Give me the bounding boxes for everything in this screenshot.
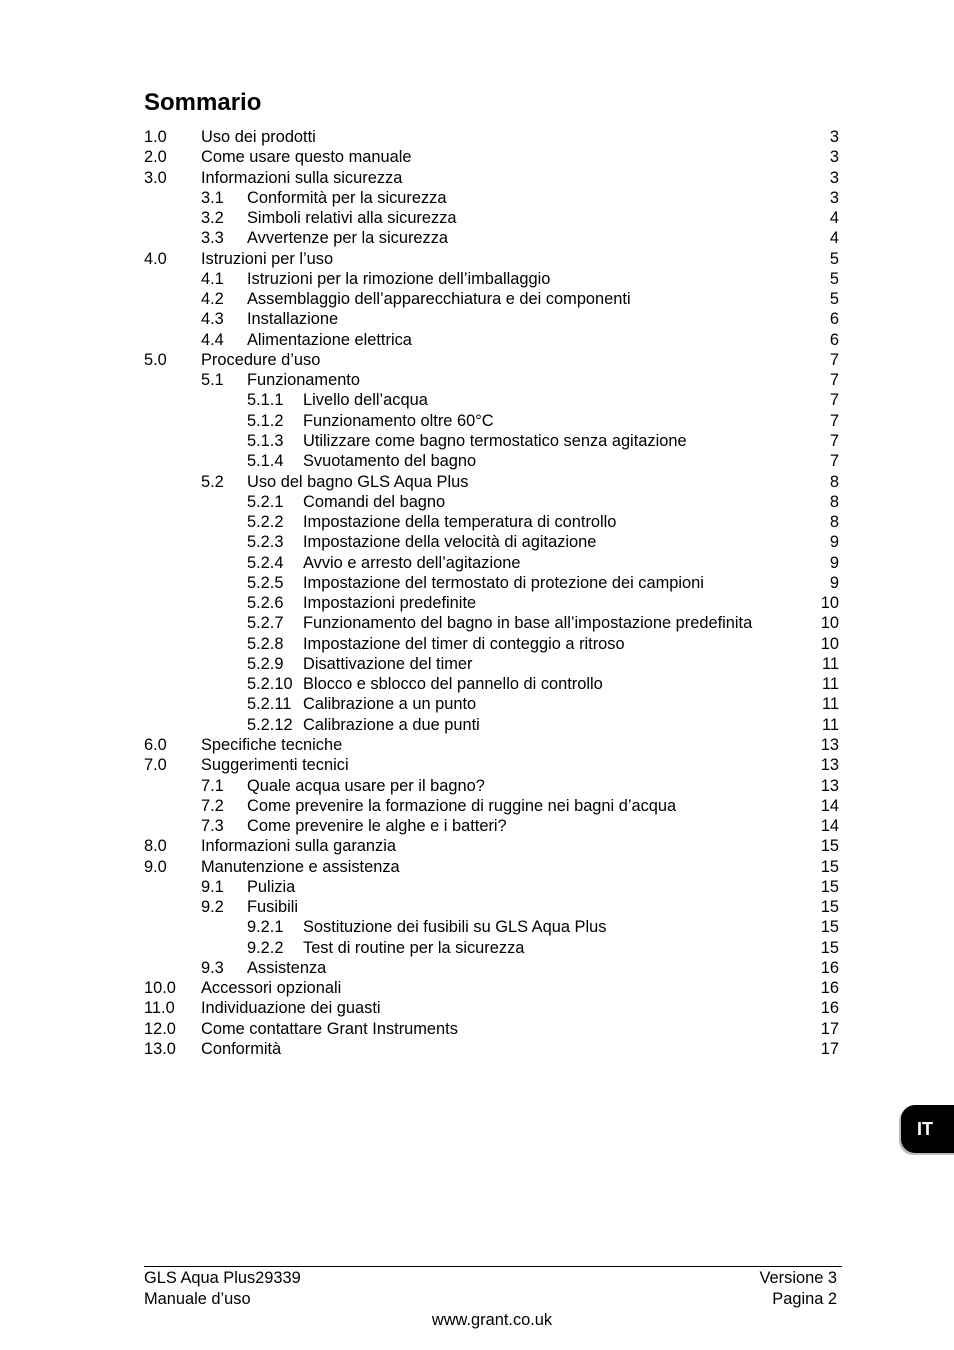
toc-entry-page: 10 bbox=[820, 634, 839, 653]
toc-entry bbox=[0, 269, 954, 289]
toc-entry-label: Pulizia bbox=[247, 877, 296, 896]
toc-entry-page: 15 bbox=[820, 837, 839, 856]
toc-entry bbox=[0, 289, 954, 309]
toc-entry-number: 5.2.2 bbox=[247, 513, 284, 532]
toc-entry-number: 5.1.4 bbox=[247, 452, 284, 471]
toc-entry-number: 9.0 bbox=[144, 857, 167, 876]
toc-entry bbox=[0, 897, 954, 917]
toc-entry-label: Quale acqua usare per il bagno? bbox=[247, 776, 485, 795]
toc-entry-number: 5.1.3 bbox=[247, 431, 284, 450]
footer-divider bbox=[144, 1266, 842, 1267]
toc-entry-number: 13.0 bbox=[144, 1039, 176, 1058]
toc-entry-number: 4.4 bbox=[201, 330, 224, 349]
toc-entry-page: 8 bbox=[829, 472, 839, 491]
toc-entry-page: 3 bbox=[829, 148, 839, 167]
page-title: Sommario bbox=[144, 89, 262, 116]
toc-entry-label: Funzionamento oltre 60°C bbox=[303, 411, 494, 430]
toc-entry bbox=[0, 147, 954, 167]
toc-entry-label: Come prevenire le alghe e i batteri? bbox=[247, 817, 507, 836]
toc-entry-number: 7.1 bbox=[201, 776, 224, 795]
toc-entry-number: 3.2 bbox=[201, 209, 224, 228]
toc-entry bbox=[0, 715, 954, 735]
toc-entry-page: 17 bbox=[820, 1019, 839, 1038]
table-of-contents bbox=[0, 127, 954, 1059]
toc-entry-page: 6 bbox=[829, 310, 839, 329]
toc-entry-label: Assemblaggio dell’apparecchiatura e dei componenti bbox=[247, 290, 631, 309]
toc-entry-label: Conformità per la sicurezza bbox=[247, 188, 447, 207]
footer-version: Versione 3 bbox=[759, 1269, 837, 1287]
toc-entry bbox=[0, 978, 954, 998]
toc-entry-number: 7.3 bbox=[201, 817, 224, 836]
toc-entry-number: 2.0 bbox=[144, 148, 167, 167]
toc-entry-number: 5.2 bbox=[201, 472, 224, 491]
toc-entry-label: Funzionamento bbox=[247, 371, 360, 390]
toc-entry-label: Livello dell’acqua bbox=[303, 391, 428, 410]
toc-entry bbox=[0, 958, 954, 978]
toc-entry-page: 5 bbox=[829, 290, 839, 309]
toc-entry-number: 5.2.5 bbox=[247, 573, 284, 592]
toc-entry-number: 5.2.4 bbox=[247, 553, 284, 572]
toc-entry-label: Come prevenire la formazione di ruggine nei bagni d’acqua bbox=[247, 796, 677, 815]
toc-entry bbox=[0, 917, 954, 937]
toc-entry-page: 7 bbox=[829, 431, 839, 450]
toc-entry bbox=[0, 390, 954, 410]
toc-entry-label: Conformità bbox=[201, 1039, 282, 1058]
toc-entry-number: 5.2.11 bbox=[247, 695, 292, 714]
language-tab bbox=[901, 1105, 954, 1153]
toc-entry-label: Simboli relativi alla sicurezza bbox=[247, 209, 457, 228]
toc-entry-page: 10 bbox=[820, 594, 839, 613]
toc-entry-page: 14 bbox=[820, 817, 839, 836]
toc-entry bbox=[0, 694, 954, 714]
toc-entry-page: 6 bbox=[829, 330, 839, 349]
toc-entry-number: 6.0 bbox=[144, 735, 167, 754]
toc-entry-number: 9.2.2 bbox=[247, 938, 284, 957]
toc-entry-label: Comandi del bagno bbox=[303, 492, 446, 511]
toc-entry-page: 10 bbox=[820, 614, 839, 633]
toc-entry-number: 4.2 bbox=[201, 290, 224, 309]
toc-entry-label: Installazione bbox=[247, 310, 339, 329]
toc-entry bbox=[0, 816, 954, 836]
toc-entry-number: 5.2.7 bbox=[247, 614, 284, 633]
toc-entry-page: 16 bbox=[820, 958, 839, 977]
toc-entry bbox=[0, 330, 954, 350]
toc-entry-label: Istruzioni per l’uso bbox=[201, 249, 334, 268]
toc-entry-page: 8 bbox=[829, 492, 839, 511]
toc-entry-page: 11 bbox=[821, 695, 839, 714]
toc-entry-page: 11 bbox=[821, 715, 839, 734]
toc-entry bbox=[0, 208, 954, 228]
toc-entry bbox=[0, 938, 954, 958]
toc-entry bbox=[0, 776, 954, 796]
toc-entry-label: Impostazioni predefinite bbox=[303, 594, 477, 613]
toc-entry-label: Accessori opzionali bbox=[201, 979, 342, 998]
toc-entry bbox=[0, 998, 954, 1018]
toc-entry-label: Funzionamento del bagno in base all’impostazione predefinita bbox=[303, 614, 753, 633]
toc-entry-number: 12.0 bbox=[144, 1019, 176, 1038]
toc-entry-label: Calibrazione a due punti bbox=[303, 715, 480, 734]
toc-entry-label: Utilizzare come bagno termostatico senza agitazione bbox=[303, 431, 687, 450]
toc-entry-label: Specifiche tecniche bbox=[201, 735, 343, 754]
toc-entry-label: Impostazione del termostato di protezione dei campioni bbox=[303, 573, 704, 592]
toc-entry-number: 9.1 bbox=[201, 877, 224, 896]
toc-entry-label: Informazioni sulla garanzia bbox=[201, 837, 396, 856]
toc-entry bbox=[0, 857, 954, 877]
toc-entry-label: Calibrazione a un punto bbox=[303, 695, 477, 714]
toc-entry bbox=[0, 431, 954, 451]
toc-entry-number: 5.2.6 bbox=[247, 594, 284, 613]
toc-entry-label: Blocco e sblocco del pannello di controllo bbox=[303, 675, 603, 694]
toc-entry-page: 5 bbox=[829, 249, 839, 268]
toc-entry-page: 7 bbox=[829, 411, 839, 430]
toc-entry-page: 4 bbox=[829, 209, 839, 228]
toc-entry bbox=[0, 1019, 954, 1039]
toc-entry-label: Manutenzione e assistenza bbox=[201, 857, 400, 876]
footer-doc-type: Manuale d’uso bbox=[144, 1290, 251, 1308]
toc-entry bbox=[0, 674, 954, 694]
toc-entry bbox=[0, 370, 954, 390]
toc-entry-page: 11 bbox=[821, 675, 839, 694]
toc-entry-page: 7 bbox=[829, 371, 839, 390]
toc-entry-page: 13 bbox=[820, 756, 839, 775]
toc-entry-label: Uso del bagno GLS Aqua Plus bbox=[247, 472, 469, 491]
toc-entry-label: Sostituzione dei fusibili su GLS Aqua Plus bbox=[303, 918, 607, 937]
toc-entry bbox=[0, 472, 954, 492]
toc-entry-label: Come contattare Grant Instruments bbox=[201, 1019, 458, 1038]
toc-entry bbox=[0, 188, 954, 208]
toc-entry bbox=[0, 411, 954, 431]
toc-entry-number: 5.2.8 bbox=[247, 634, 284, 653]
footer-url: www.grant.co.uk bbox=[431, 1311, 553, 1329]
toc-entry-label: Alimentazione elettrica bbox=[247, 330, 412, 349]
toc-entry-number: 9.3 bbox=[201, 958, 224, 977]
toc-entry-label: Assistenza bbox=[247, 958, 327, 977]
toc-entry-number: 4.3 bbox=[201, 310, 224, 329]
toc-entry bbox=[0, 1039, 954, 1059]
toc-entry-number: 3.1 bbox=[201, 188, 224, 207]
toc-entry-label: Informazioni sulla sicurezza bbox=[201, 168, 403, 187]
toc-entry-label: Svuotamento del bagno bbox=[303, 452, 477, 471]
toc-entry-page: 16 bbox=[820, 999, 839, 1018]
toc-entry bbox=[0, 877, 954, 897]
toc-entry-page: 13 bbox=[820, 735, 839, 754]
toc-entry-number: 5.0 bbox=[144, 350, 167, 369]
toc-entry-number: 9.2 bbox=[201, 898, 224, 917]
toc-entry-page: 15 bbox=[820, 877, 839, 896]
footer-product: GLS Aqua Plus29339 bbox=[144, 1269, 301, 1287]
toc-entry-page: 5 bbox=[829, 269, 839, 288]
toc-entry-label: Impostazione della temperatura di controllo bbox=[303, 513, 617, 532]
toc-entry-number: 7.2 bbox=[201, 796, 224, 815]
toc-entry-number: 5.2.12 bbox=[247, 715, 293, 734]
toc-entry bbox=[0, 532, 954, 552]
toc-entry bbox=[0, 512, 954, 532]
toc-entry bbox=[0, 654, 954, 674]
toc-entry-label: Suggerimenti tecnici bbox=[201, 756, 349, 775]
toc-entry-label: Disattivazione del timer bbox=[303, 654, 473, 673]
toc-entry-page: 8 bbox=[829, 513, 839, 532]
toc-entry-page: 3 bbox=[829, 168, 839, 187]
toc-entry-page: 7 bbox=[829, 350, 839, 369]
toc-entry-label: Fusibili bbox=[247, 898, 299, 917]
toc-entry-number: 5.2.1 bbox=[247, 492, 284, 511]
language-tab-label: IT bbox=[917, 1119, 933, 1139]
toc-entry-number: 5.2.3 bbox=[247, 533, 284, 552]
toc-entry-label: Individuazione dei guasti bbox=[201, 999, 381, 1018]
toc-entry bbox=[0, 228, 954, 248]
toc-entry-number: 10.0 bbox=[144, 979, 176, 998]
toc-entry-page: 3 bbox=[829, 188, 839, 207]
toc-entry-page: 17 bbox=[820, 1039, 839, 1058]
toc-entry-number: 5.1.1 bbox=[247, 391, 284, 410]
toc-entry-number: 7.0 bbox=[144, 756, 167, 775]
toc-entry-number: 3.3 bbox=[201, 229, 224, 248]
toc-entry bbox=[0, 593, 954, 613]
toc-entry-number: 4.1 bbox=[201, 269, 224, 288]
toc-entry-page: 15 bbox=[820, 857, 839, 876]
toc-entry-label: Procedure d’uso bbox=[201, 350, 321, 369]
toc-entry-number: 9.2.1 bbox=[247, 918, 284, 937]
toc-entry-page: 4 bbox=[829, 229, 839, 248]
toc-entry bbox=[0, 836, 954, 856]
toc-entry bbox=[0, 249, 954, 269]
toc-entry-label: Come usare questo manuale bbox=[201, 148, 412, 167]
toc-entry-page: 11 bbox=[821, 654, 839, 673]
toc-entry-page: 14 bbox=[820, 796, 839, 815]
toc-entry bbox=[0, 735, 954, 755]
toc-entry bbox=[0, 168, 954, 188]
toc-entry-page: 15 bbox=[820, 938, 839, 957]
toc-entry bbox=[0, 451, 954, 471]
toc-entry bbox=[0, 634, 954, 654]
toc-entry-page: 9 bbox=[829, 553, 839, 572]
toc-entry-label: Test di routine per la sicurezza bbox=[303, 938, 525, 957]
toc-entry bbox=[0, 127, 954, 147]
toc-entry bbox=[0, 573, 954, 593]
toc-entry-label: Impostazione del timer di conteggio a ritroso bbox=[303, 634, 625, 653]
toc-entry-number: 4.0 bbox=[144, 249, 167, 268]
toc-entry-label: Avvio e arresto dell’agitazione bbox=[303, 553, 521, 572]
toc-entry-page: 16 bbox=[820, 979, 839, 998]
toc-entry-number: 5.1.2 bbox=[247, 411, 284, 430]
toc-entry-number: 11.0 bbox=[144, 999, 175, 1018]
toc-entry-page: 3 bbox=[829, 128, 839, 146]
toc-entry-label: Istruzioni per la rimozione dell’imballaggio bbox=[247, 269, 551, 288]
toc-entry bbox=[0, 613, 954, 633]
toc-entry-number: 3.0 bbox=[144, 168, 167, 187]
toc-entry-number: 1.0 bbox=[144, 128, 167, 146]
toc-entry-number: 5.2.10 bbox=[247, 675, 293, 694]
toc-entry bbox=[0, 796, 954, 816]
toc-entry-page: 9 bbox=[829, 573, 839, 592]
toc-entry bbox=[0, 309, 954, 329]
toc-entry-page: 7 bbox=[829, 391, 839, 410]
toc-entry-number: 5.1 bbox=[201, 371, 224, 390]
toc-entry-label: Uso dei prodotti bbox=[201, 128, 316, 146]
toc-entry-page: 7 bbox=[829, 452, 839, 471]
toc-entry-number: 8.0 bbox=[144, 837, 167, 856]
toc-entry-page: 13 bbox=[820, 776, 839, 795]
toc-entry-page: 15 bbox=[820, 898, 839, 917]
toc-entry bbox=[0, 492, 954, 512]
toc-entry-page: 9 bbox=[829, 533, 839, 552]
toc-entry-number: 5.2.9 bbox=[247, 654, 284, 673]
footer-page-number: Pagina 2 bbox=[772, 1290, 837, 1308]
toc-entry-page: 15 bbox=[820, 918, 839, 937]
toc-entry bbox=[0, 350, 954, 370]
toc-entry-label: Impostazione della velocità di agitazione bbox=[303, 533, 597, 552]
toc-entry bbox=[0, 553, 954, 573]
toc-entry bbox=[0, 755, 954, 775]
toc-entry-label: Avvertenze per la sicurezza bbox=[247, 229, 449, 248]
